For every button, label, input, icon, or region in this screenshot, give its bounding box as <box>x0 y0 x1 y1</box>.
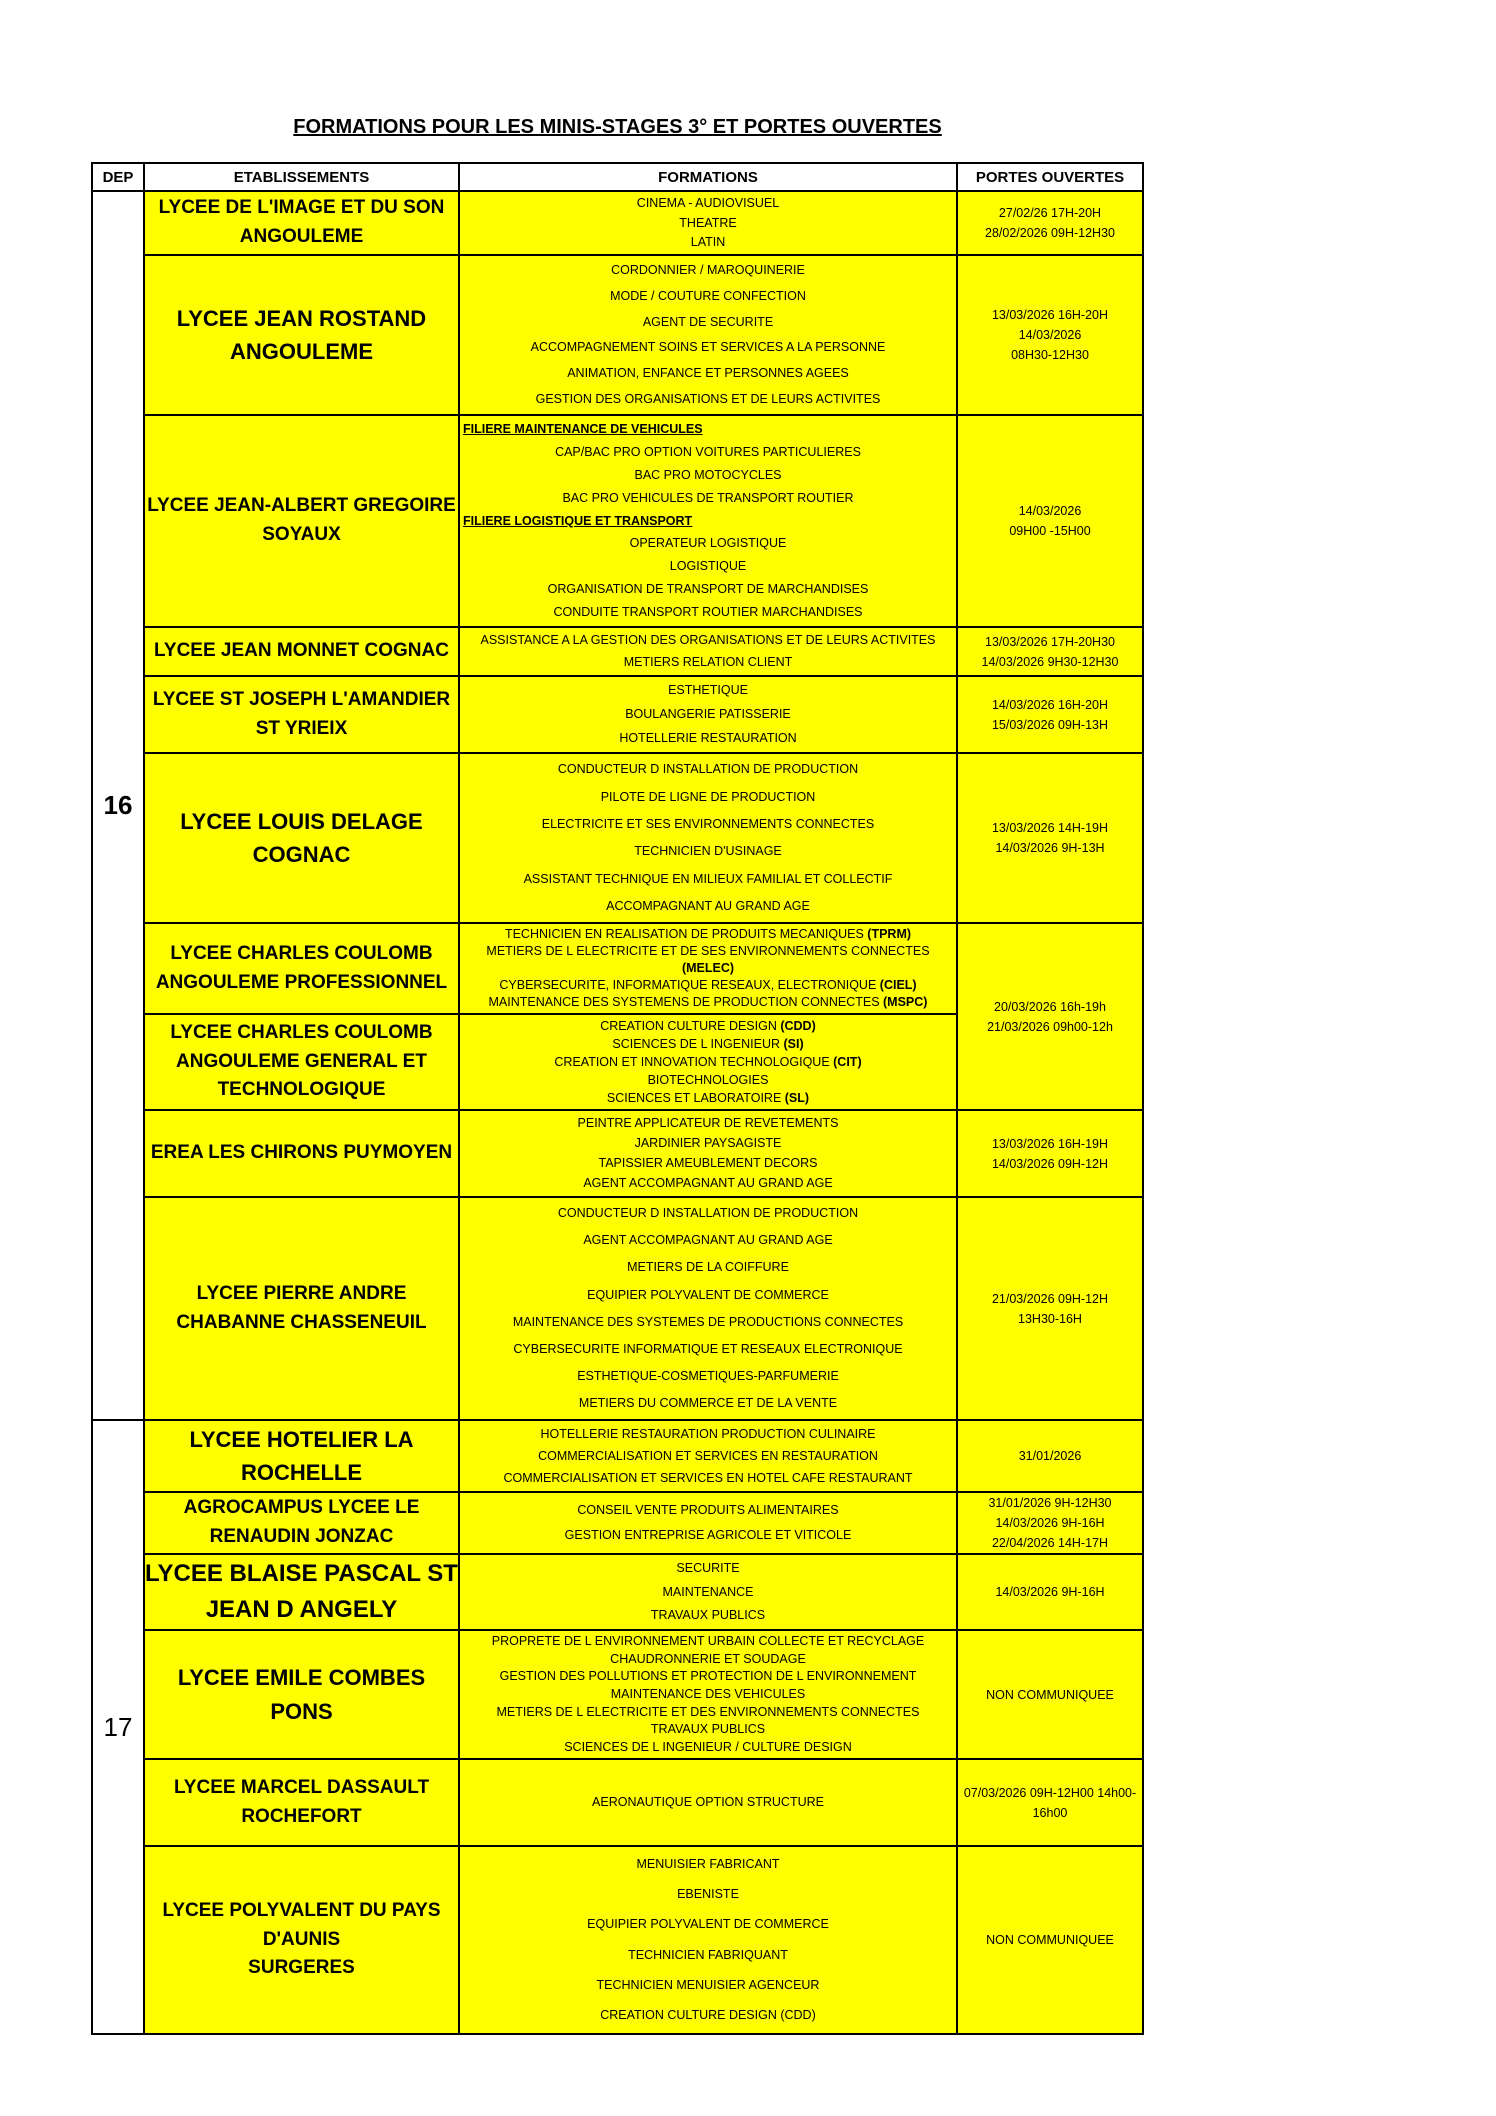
formation-item <box>460 761 956 778</box>
portes-ouvertes-line: NON COMMUNIQUEE <box>986 1933 1114 1947</box>
portes-ouvertes-cell <box>957 1630 1143 1759</box>
formation-label: COMMERCIALISATION ET SERVICES EN RESTAURATION <box>538 1448 878 1463</box>
etablissement-line: COGNAC <box>252 842 351 867</box>
formation-item <box>460 365 956 382</box>
formation-item <box>460 871 956 888</box>
formations-cell <box>459 415 957 627</box>
etablissement-line: LYCEE CHARLES COULOMB <box>170 1021 433 1043</box>
portes-ouvertes-cell <box>957 1420 1143 1492</box>
etablissement-cell <box>144 255 459 415</box>
formation-label: MENUISIER FABRICANT <box>636 1856 780 1871</box>
formation-item <box>460 943 956 977</box>
etablissement-line: SOYAUX <box>262 524 341 545</box>
formation-item <box>460 1115 956 1132</box>
header-etablissements: ETABLISSEMENTS <box>144 163 459 191</box>
formation-label: AGENT DE SECURITE <box>642 314 774 329</box>
table-row <box>92 255 1143 415</box>
table-row <box>92 1846 1143 2034</box>
portes-ouvertes-line: 14/03/2026 <box>1018 504 1082 518</box>
formation-item <box>460 339 956 356</box>
formation-item <box>460 926 956 943</box>
formation-item <box>460 1916 956 1933</box>
formation-label: TAPISSIER AMEUBLEMENT DECORS <box>598 1156 818 1171</box>
table-row <box>92 191 1143 255</box>
etablissement-line: LYCEE PIERRE ANDRE <box>196 1282 407 1304</box>
header-formations: FORMATIONS <box>459 163 957 191</box>
formation-label: CORDONNIER / MAROQUINERIE <box>611 263 805 278</box>
formation-item <box>460 1341 956 1358</box>
etablissement-cell <box>144 1759 459 1846</box>
formation-item <box>460 234 956 251</box>
formation-label: METIERS DE L ELECTRICITE ET DE SES ENVIRONNEMENTS CONNECTES <box>486 944 930 959</box>
formation-item <box>460 898 956 915</box>
portes-ouvertes-cell <box>957 1846 1143 2034</box>
formation-item <box>460 1232 956 1249</box>
formation-label: FILIERE MAINTENANCE DE VEHICULES <box>463 422 703 436</box>
formation-label: SCIENCES ET LABORATOIRE <box>606 1090 785 1105</box>
formation-label: METIERS DU COMMERCE ET DE LA VENTE <box>578 1396 838 1410</box>
portes-ouvertes-line: 14/03/2026 9H-16H <box>995 1516 1105 1530</box>
formation-item <box>460 314 956 331</box>
etablissement-line: SURGERES <box>248 1957 355 1979</box>
formation-item <box>460 1368 956 1385</box>
formation-label: METIERS DE LA COIFFURE <box>627 1260 789 1275</box>
etablissement-cell <box>144 415 459 627</box>
portes-ouvertes-line: 07/03/2026 09H-12H00 14h00- <box>963 1785 1137 1800</box>
formation-code: (CDD) <box>780 1018 816 1033</box>
formations-cell <box>459 1630 957 1759</box>
formation-item <box>460 1018 956 1035</box>
formations-cell <box>459 1492 957 1554</box>
formation-item <box>460 1205 956 1222</box>
formation-item <box>460 558 956 575</box>
formation-label: PROPRETE DE L ENVIRONNEMENT URBAIN COLLECTE ET RECYCLAGE <box>491 1634 925 1649</box>
etablissement-line: LYCEE LOUIS DELAGE <box>180 808 423 834</box>
formation-label: BIOTECHNOLOGIES <box>647 1072 769 1087</box>
etablissement-line: LYCEE JEAN MONNET COGNAC <box>154 640 449 662</box>
formation-label: CREATION CULTURE DESIGN (CDD) <box>600 2008 816 2023</box>
formations-cell <box>459 1420 957 1492</box>
formation-item <box>460 1584 956 1601</box>
formation-label: AGENT ACCOMPAGNANT AU GRAND AGE <box>583 1176 833 1191</box>
formation-label: EQUIPIER POLYVALENT DE COMMERCE <box>587 1917 829 1932</box>
etablissement-cell <box>144 1554 459 1630</box>
formation-label: ESTHETIQUE-COSMETIQUES-PARFUMERIE <box>577 1368 839 1383</box>
table-row <box>92 415 1143 627</box>
etablissement-line: AGROCAMPUS LYCEE LE <box>183 1497 420 1519</box>
etablissement-line: ANGOULEME <box>239 226 364 247</box>
etablissement-line: ANGOULEME GENERAL ET <box>176 1050 427 1072</box>
formation-label: CONDUCTEUR D INSTALLATION DE PRODUCTION <box>557 762 859 777</box>
filiere-heading <box>460 513 956 530</box>
portes-ouvertes-cell <box>957 1197 1143 1420</box>
formation-item <box>460 1054 956 1071</box>
formation-label: MAINTENANCE <box>662 1584 754 1599</box>
formation-label: BOULANGERIE PATISSERIE <box>625 707 791 722</box>
portes-ouvertes-line: NON COMMUNIQUEE <box>986 1687 1114 1702</box>
etablissement-cell <box>144 1492 459 1554</box>
formation-label: CREATION ET INNOVATION TECHNOLOGIQUE <box>554 1054 834 1069</box>
portes-ouvertes-cell <box>957 191 1143 255</box>
formation-label: METIERS DE L ELECTRICITE ET DES ENVIRONNEMENTS CONNECTES <box>496 1704 920 1719</box>
formation-label: FILIERE LOGISTIQUE ET TRANSPORT <box>463 513 693 528</box>
formation-item <box>460 1704 956 1721</box>
formation-label: EBENISTE <box>677 1887 739 1902</box>
formation-item <box>460 789 956 806</box>
formation-item <box>460 535 956 552</box>
table-row <box>92 753 1143 923</box>
formation-item <box>460 262 956 279</box>
formation-label: PILOTE DE LIGNE DE PRODUCTION <box>600 789 816 804</box>
formation-code: (TPRM) <box>867 927 912 942</box>
formation-item <box>460 1560 956 1577</box>
formation-item <box>460 444 956 461</box>
formation-label: SCIENCES DE L INGENIEUR <box>612 1036 784 1051</box>
formation-label: ANIMATION, ENFANCE ET PERSONNES AGEES <box>567 366 849 381</box>
formation-label: COMMERCIALISATION ET SERVICES EN HOTEL CAFE RESTAURANT <box>503 1470 913 1485</box>
header-row <box>92 163 1143 191</box>
portes-ouvertes-cell <box>957 627 1143 676</box>
formation-label: OPERATEUR LOGISTIQUE <box>629 536 787 551</box>
etablissement-line: ANGOULEME <box>230 339 373 364</box>
formation-item <box>460 604 956 621</box>
formation-item <box>460 1036 956 1053</box>
etablissement-line: LYCEE DE L'IMAGE ET DU SON <box>158 197 445 219</box>
portes-ouvertes-cell <box>957 923 1143 1110</box>
formation-code: (CIT) <box>833 1054 862 1069</box>
portes-ouvertes-line: 28/02/2026 09H-12H30 <box>985 226 1115 240</box>
etablissement-cell <box>144 1110 459 1197</box>
portes-ouvertes-cell <box>957 676 1143 753</box>
formation-item <box>460 1090 956 1107</box>
formation-label: MODE / COUTURE CONFECTION <box>610 289 806 304</box>
formation-item <box>460 1287 956 1304</box>
etablissement-cell <box>144 923 459 1014</box>
formation-label: TECHNICIEN EN REALISATION DE PRODUITS MECANIQUES <box>504 927 868 942</box>
formation-code: (CIEL) <box>879 978 917 993</box>
formation-label: CYBERSECURITE INFORMATIQUE ET RESEAUX ELECTRONIQUE <box>513 1341 903 1356</box>
formation-label: ACCOMPAGNANT AU GRAND AGE <box>606 898 810 913</box>
formation-item <box>460 1448 956 1465</box>
table-row <box>92 1420 1143 1492</box>
formation-label: PEINTRE APPLICATEUR DE REVETEMENTS <box>577 1115 839 1130</box>
formation-label: GESTION DES ORGANISATIONS ET DE LEURS ACTIVITES <box>535 391 881 406</box>
portes-ouvertes-cell <box>957 1554 1143 1630</box>
portes-ouvertes-line: 22/04/2026 14H-17H <box>991 1536 1109 1550</box>
etablissement-line: LYCEE ST JOSEPH L'AMANDIER <box>152 688 451 710</box>
formation-label: CONSEIL VENTE PRODUITS ALIMENTAIRES <box>577 1503 839 1518</box>
etablissement-line: LYCEE JEAN ROSTAND <box>176 305 427 331</box>
etablissement-line: LYCEE CHARLES COULOMB <box>170 942 433 964</box>
etablissement-cell <box>144 1014 459 1110</box>
filiere-heading <box>460 421 956 438</box>
formation-label: AGENT ACCOMPAGNANT AU GRAND AGE <box>583 1233 833 1248</box>
formations-cell <box>459 191 957 255</box>
etablissement-cell <box>144 627 459 676</box>
formation-label: TECHNICIEN D'USINAGE <box>634 844 782 859</box>
formation-label: TECHNICIEN FABRIQUANT <box>628 1947 788 1962</box>
formation-label: CONDUITE TRANSPORT ROUTIER MARCHANDISES <box>553 605 863 619</box>
formation-label: CYBERSECURITE, INFORMATIQUE RESEAUX, ELECTRONIQUE <box>499 978 880 993</box>
portes-ouvertes-line: 13/03/2026 17H-20H30 <box>985 634 1115 649</box>
table-row <box>92 1759 1143 1846</box>
etablissement-line: ANGOULEME PROFESSIONNEL <box>155 971 448 993</box>
etablissement-cell <box>144 191 459 255</box>
etablissement-cell <box>144 1420 459 1492</box>
formation-label: MAINTENANCE DES VEHICULES <box>610 1687 806 1702</box>
formation-item <box>460 490 956 507</box>
portes-ouvertes-cell <box>957 1492 1143 1554</box>
portes-ouvertes-cell <box>957 415 1143 627</box>
formation-item <box>460 1721 956 1738</box>
etablissement-line: D'AUNIS <box>262 1928 341 1950</box>
portes-ouvertes-line: 09H00 -15H00 <box>1009 524 1091 538</box>
formation-item <box>460 1470 956 1487</box>
page-title: FORMATIONS POUR LES MINIS-STAGES 3° ET PORTES OUVERTES <box>293 116 942 138</box>
portes-ouvertes-line: 31/01/2026 <box>1018 1449 1082 1463</box>
formation-item <box>460 1856 956 1873</box>
formation-item <box>460 632 956 649</box>
portes-ouvertes-cell <box>957 1110 1143 1197</box>
formation-item <box>460 1395 956 1412</box>
formation-item <box>460 215 956 232</box>
formation-label: CONDUCTEUR D INSTALLATION DE PRODUCTION <box>557 1206 859 1221</box>
formation-label: HOTELLERIE RESTAURATION <box>619 730 797 745</box>
portes-ouvertes-line: 14/03/2026 <box>1018 328 1082 342</box>
portes-ouvertes-line: 14/03/2026 16H-20H <box>991 697 1109 712</box>
formations-cell <box>459 1110 957 1197</box>
formation-label: TRAVAUX PUBLICS <box>650 1722 766 1737</box>
portes-ouvertes-line: 13/03/2026 16H-20H <box>991 308 1109 322</box>
formations-table <box>91 162 1144 2035</box>
formations-cell <box>459 676 957 753</box>
formation-label: GESTION DES POLLUTIONS ET PROTECTION DE L ENVIRONNEMENT <box>499 1669 917 1684</box>
formation-item <box>460 1686 956 1703</box>
formation-item <box>460 391 956 408</box>
portes-ouvertes-line: 15/03/2026 09H-13H <box>991 717 1109 732</box>
etablissement-line: LYCEE HOTELIER LA <box>189 1426 414 1452</box>
etablissement-line: LYCEE EMILE COMBES PONS <box>177 1665 426 1724</box>
portes-ouvertes-cell <box>957 753 1143 923</box>
formation-item <box>460 195 956 212</box>
formation-item <box>460 1426 956 1443</box>
etablissement-cell <box>144 1630 459 1759</box>
formation-item <box>460 288 956 305</box>
etablissement-cell <box>144 753 459 923</box>
table-row <box>92 1197 1143 1420</box>
formation-label: CHAUDRONNERIE ET SOUDAGE <box>610 1651 806 1666</box>
etablissement-line: CHABANNE CHASSENEUIL <box>176 1311 427 1333</box>
etablissement-cell <box>144 1846 459 2034</box>
formation-label: MAINTENANCE DES SYSTEMES DE PRODUCTIONS CONNECTES <box>512 1314 904 1329</box>
formation-label: CREATION CULTURE DESIGN <box>600 1018 781 1033</box>
portes-ouvertes-line: 21/03/2026 09H-12H <box>991 1291 1109 1306</box>
etablissement-line: EREA LES CHIRONS PUYMOYEN <box>150 1142 453 1164</box>
header-portes-ouvertes: PORTES OUVERTES <box>957 163 1143 191</box>
table-row <box>92 1492 1143 1554</box>
portes-ouvertes-line: 27/02/26 17H-20H <box>998 206 1102 220</box>
etablissement-line: ROCHEFORT <box>241 1805 362 1827</box>
formation-item <box>460 682 956 699</box>
formation-label: METIERS RELATION CLIENT <box>623 654 793 669</box>
formation-label: ESTHETIQUE <box>668 683 748 698</box>
formation-label: BAC PRO VEHICULES DE TRANSPORT ROUTIER <box>562 490 854 505</box>
table-row <box>92 676 1143 753</box>
formation-label: LATIN <box>690 234 726 249</box>
portes-ouvertes-line: 14/03/2026 9H-16H <box>995 1585 1105 1599</box>
formation-item <box>460 654 956 671</box>
portes-ouvertes-cell <box>957 1759 1143 1846</box>
portes-ouvertes-line: 14/03/2026 09H-12H <box>991 1156 1109 1171</box>
formation-item <box>460 1977 956 1994</box>
formations-cell <box>459 1759 957 1846</box>
formation-item <box>460 2007 956 2024</box>
etablissement-cell <box>144 1197 459 1420</box>
portes-ouvertes-line: 16h00 <box>1032 1805 1068 1820</box>
table-row <box>92 1554 1143 1630</box>
table-row <box>92 1110 1143 1197</box>
formation-label: AERONAUTIQUE OPTION STRUCTURE <box>592 1795 824 1810</box>
formation-item <box>460 1886 956 1903</box>
portes-ouvertes-line: 14/03/2026 9H30-12H30 <box>981 654 1119 669</box>
formation-item <box>460 994 956 1011</box>
formation-item <box>460 467 956 484</box>
formation-label: CINEMA - AUDIOVISUEL <box>636 196 780 211</box>
formation-item <box>460 1651 956 1668</box>
etablissement-line: LYCEE BLAISE PASCAL ST <box>145 1559 458 1587</box>
table-row <box>92 627 1143 676</box>
etablissement-line: TECHNOLOGIQUE <box>217 1079 386 1101</box>
formations-cell <box>459 753 957 923</box>
formation-item <box>460 1794 956 1811</box>
formation-label: LOGISTIQUE <box>669 559 747 574</box>
portes-ouvertes-line: 21/03/2026 09h00-12h <box>987 1019 1113 1034</box>
formation-item <box>460 843 956 860</box>
formation-label: BAC PRO MOTOCYCLES <box>634 467 782 482</box>
formation-item <box>460 1607 956 1624</box>
dep-cell <box>92 1420 144 2034</box>
portes-ouvertes-line: 13H30-16H <box>1018 1311 1082 1326</box>
etablissement-cell <box>144 676 459 753</box>
formations-cell <box>459 1197 957 1420</box>
formation-label: TECHNICIEN MENUISIER AGENCEUR <box>596 1978 820 1993</box>
portes-ouvertes-line: 31/01/2026 9H-12H30 <box>988 1496 1112 1510</box>
formation-code: (MELEC) <box>681 960 735 975</box>
portes-ouvertes-line: 20/03/2026 16h-19h <box>994 999 1106 1014</box>
formation-label: EQUIPIER POLYVALENT DE COMMERCE <box>587 1287 829 1302</box>
table-row <box>92 923 1143 1014</box>
formation-label: ACCOMPAGNEMENT SOINS ET SERVICES A LA PERSONNE <box>530 340 886 355</box>
formation-label: ORGANISATION DE TRANSPORT DE MARCHANDISES <box>547 582 869 597</box>
formation-item <box>460 1135 956 1152</box>
portes-ouvertes-line: 08H30-12H30 <box>1011 348 1089 362</box>
formation-label: SECURITE <box>676 1561 740 1576</box>
formation-item <box>460 1072 956 1089</box>
formation-label: TRAVAUX PUBLICS <box>650 1607 766 1622</box>
formations-cell <box>459 1554 957 1630</box>
etablissement-line: LYCEE JEAN-ALBERT GREGOIRE <box>147 495 456 517</box>
formation-item <box>460 1739 956 1756</box>
formations-cell <box>459 923 957 1014</box>
dep-code: 16 <box>103 790 133 820</box>
formation-label: ASSISTANT TECHNIQUE EN MILIEUX FAMILIAL ET COLLECTIF <box>523 871 893 886</box>
dep-code: 17 <box>103 1711 133 1742</box>
formation-code: (SI) <box>783 1036 804 1051</box>
portes-ouvertes-line: 13/03/2026 14H-19H <box>991 821 1109 835</box>
formation-item <box>460 977 956 994</box>
formations-cell <box>459 627 957 676</box>
etablissement-line: LYCEE POLYVALENT DU PAYS <box>162 1899 441 1921</box>
etablissement-line: ROCHELLE <box>241 1460 362 1485</box>
formation-label: ASSISTANCE A LA GESTION DES ORGANISATIONS ET DE LEURS ACTIVITES <box>480 633 936 648</box>
formations-cell <box>459 1846 957 2034</box>
formation-item <box>460 1668 956 1685</box>
formation-item <box>460 1175 956 1192</box>
formation-item <box>460 1947 956 1964</box>
formation-code: (MSPC) <box>883 995 928 1010</box>
formation-label: ELECTRICITE ET SES ENVIRONNEMENTS CONNECTES <box>541 816 875 831</box>
portes-ouvertes-line: 14/03/2026 9H-13H <box>995 841 1105 855</box>
formation-label: GESTION ENTREPRISE AGRICOLE ET VITICOLE <box>564 1528 852 1543</box>
etablissement-line: ST YRIEIX <box>255 717 348 739</box>
formation-item <box>460 1527 956 1544</box>
formation-label: SCIENCES DE L INGENIEUR / CULTURE DESIGN <box>564 1739 852 1754</box>
formation-label: MAINTENANCE DES SYSTEMENS DE PRODUCTION CONNECTES <box>488 995 884 1010</box>
etablissement-line: LYCEE MARCEL DASSAULT <box>173 1776 430 1798</box>
dep-cell <box>92 191 144 1420</box>
formation-label: JARDINIER PAYSAGISTE <box>634 1135 782 1150</box>
table-row <box>92 1630 1143 1759</box>
formations-cell <box>459 1014 957 1110</box>
formation-code: (SL) <box>784 1090 810 1105</box>
formation-item <box>460 1633 956 1650</box>
formation-item <box>460 816 956 833</box>
formation-label: HOTELLERIE RESTAURATION PRODUCTION CULINAIRE <box>540 1426 876 1441</box>
formation-item <box>460 1502 956 1519</box>
formation-item <box>460 730 956 747</box>
formation-label: CAP/BAC PRO OPTION VOITURES PARTICULIERES <box>555 444 861 459</box>
formation-item <box>460 1314 956 1331</box>
etablissement-line: RENAUDIN JONZAC <box>209 1526 394 1547</box>
formation-label: THEATRE <box>679 215 737 230</box>
formation-item <box>460 1155 956 1172</box>
etablissement-line: JEAN D ANGELY <box>205 1596 398 1623</box>
formations-cell <box>459 255 957 415</box>
formation-item <box>460 1259 956 1276</box>
header-dep: DEP <box>92 163 144 191</box>
formation-item <box>460 706 956 723</box>
portes-ouvertes-cell <box>957 255 1143 415</box>
formation-item <box>460 581 956 598</box>
portes-ouvertes-line: 13/03/2026 16H-19H <box>991 1136 1109 1151</box>
